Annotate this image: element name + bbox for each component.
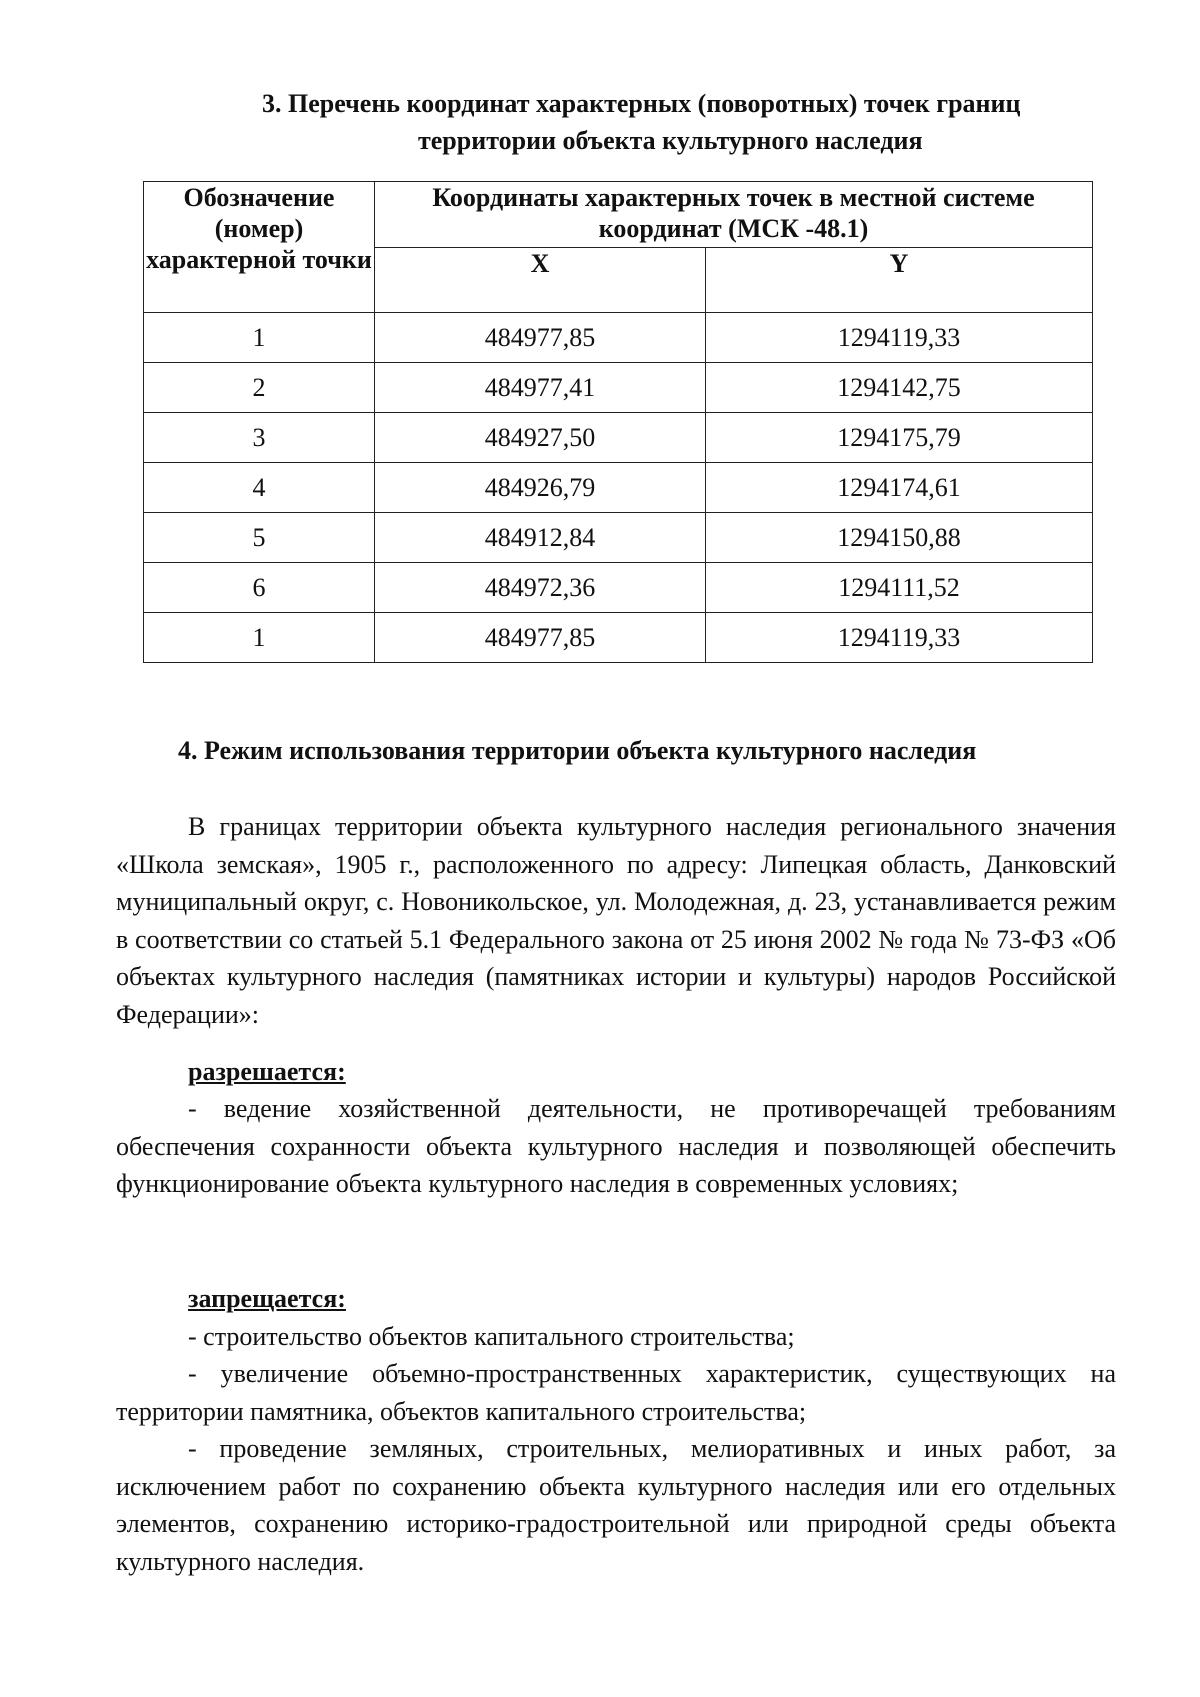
section3-title-line2: территории объекта культурного наследия (418, 126, 923, 155)
coord-x: 484926,79 (375, 463, 706, 513)
point-number: 6 (144, 563, 375, 613)
table-row (144, 563, 1093, 613)
coord-y: 1294150,88 (706, 513, 1093, 563)
table-row (144, 513, 1093, 563)
forbidden-item: - строительство объектов капитального строительства; (188, 1322, 795, 1351)
coord-x: 484977,41 (375, 363, 706, 413)
forbidden-title: запрещается: (188, 1284, 346, 1313)
point-number: 5 (144, 513, 375, 563)
coord-x: 484977,85 (375, 313, 706, 363)
coord-y: 1294142,75 (706, 363, 1093, 413)
coord-y: 1294119,33 (706, 613, 1093, 663)
point-number: 1 (144, 313, 375, 363)
table-row (144, 613, 1093, 663)
point-number: 1 (144, 613, 375, 663)
intro-paragraph: В границах территории объекта культурного наследия регионального значения «Школа земская», 1905 г., расположенного по адресу: Липецкая область, Данковский муниципальный округ, с. Новоникольское, ул. Молодежная, д. 23, устанавливается режим в соответствии со статьей 5.1 Федерального закона от 25 июня 2002 № года № 73-ФЗ «Об объектах культурного наследия (памятниках истории и культуры) народов Российской Федерации»: (116, 812, 1116, 1029)
section4-title: 4. Режим использования территории объекта культурного наследия (178, 736, 977, 765)
point-number: 4 (144, 463, 375, 513)
table-row (144, 413, 1093, 463)
coord-x: 484927,50 (375, 413, 706, 463)
allowed-item: - ведение хозяйственной деятельности, не противоречащей требованиям обеспечения сохранности объекта культурного наследия и позволяющей обеспечить функционирование объекта культурного наследия в современных условиях; (116, 1094, 1116, 1198)
header-x: X (375, 247, 706, 313)
coord-y: 1294111,52 (706, 563, 1093, 613)
forbidden-item: - увеличение объемно-пространственных характеристик, существующих на территории памятника, объектов капитального строительства; (116, 1359, 1116, 1426)
coord-y: 1294174,61 (706, 463, 1093, 513)
header-point-label: Обозначение (номер) характерной точки (144, 182, 375, 313)
coord-y: 1294175,79 (706, 413, 1093, 463)
point-number: 3 (144, 413, 375, 463)
table-row (144, 363, 1093, 413)
allowed-title: разрешается: (188, 1057, 346, 1086)
coord-x: 484972,36 (375, 563, 706, 613)
section3-title-line1: 3. Перечень координат характерных (поворотных) точек границ (262, 89, 1021, 118)
point-number: 2 (144, 363, 375, 413)
coord-x: 484912,84 (375, 513, 706, 563)
header-y: Y (706, 247, 1093, 313)
coord-y: 1294119,33 (706, 313, 1093, 363)
coord-x: 484977,85 (375, 613, 706, 663)
table-row (144, 463, 1093, 513)
forbidden-item: - проведение земляных, строительных, мелиоративных и иных работ, за исключением работ по сохранению объекта культурного наследия или его отдельных элементов, сохранению историко-градостроительной или природной среды объекта культурного наследия. (116, 1434, 1116, 1576)
coordinates-table (143, 181, 1093, 663)
table-row (144, 313, 1093, 363)
header-coordinates: Координаты характерных точек в местной системе координат (МСК -48.1) (375, 182, 1093, 248)
